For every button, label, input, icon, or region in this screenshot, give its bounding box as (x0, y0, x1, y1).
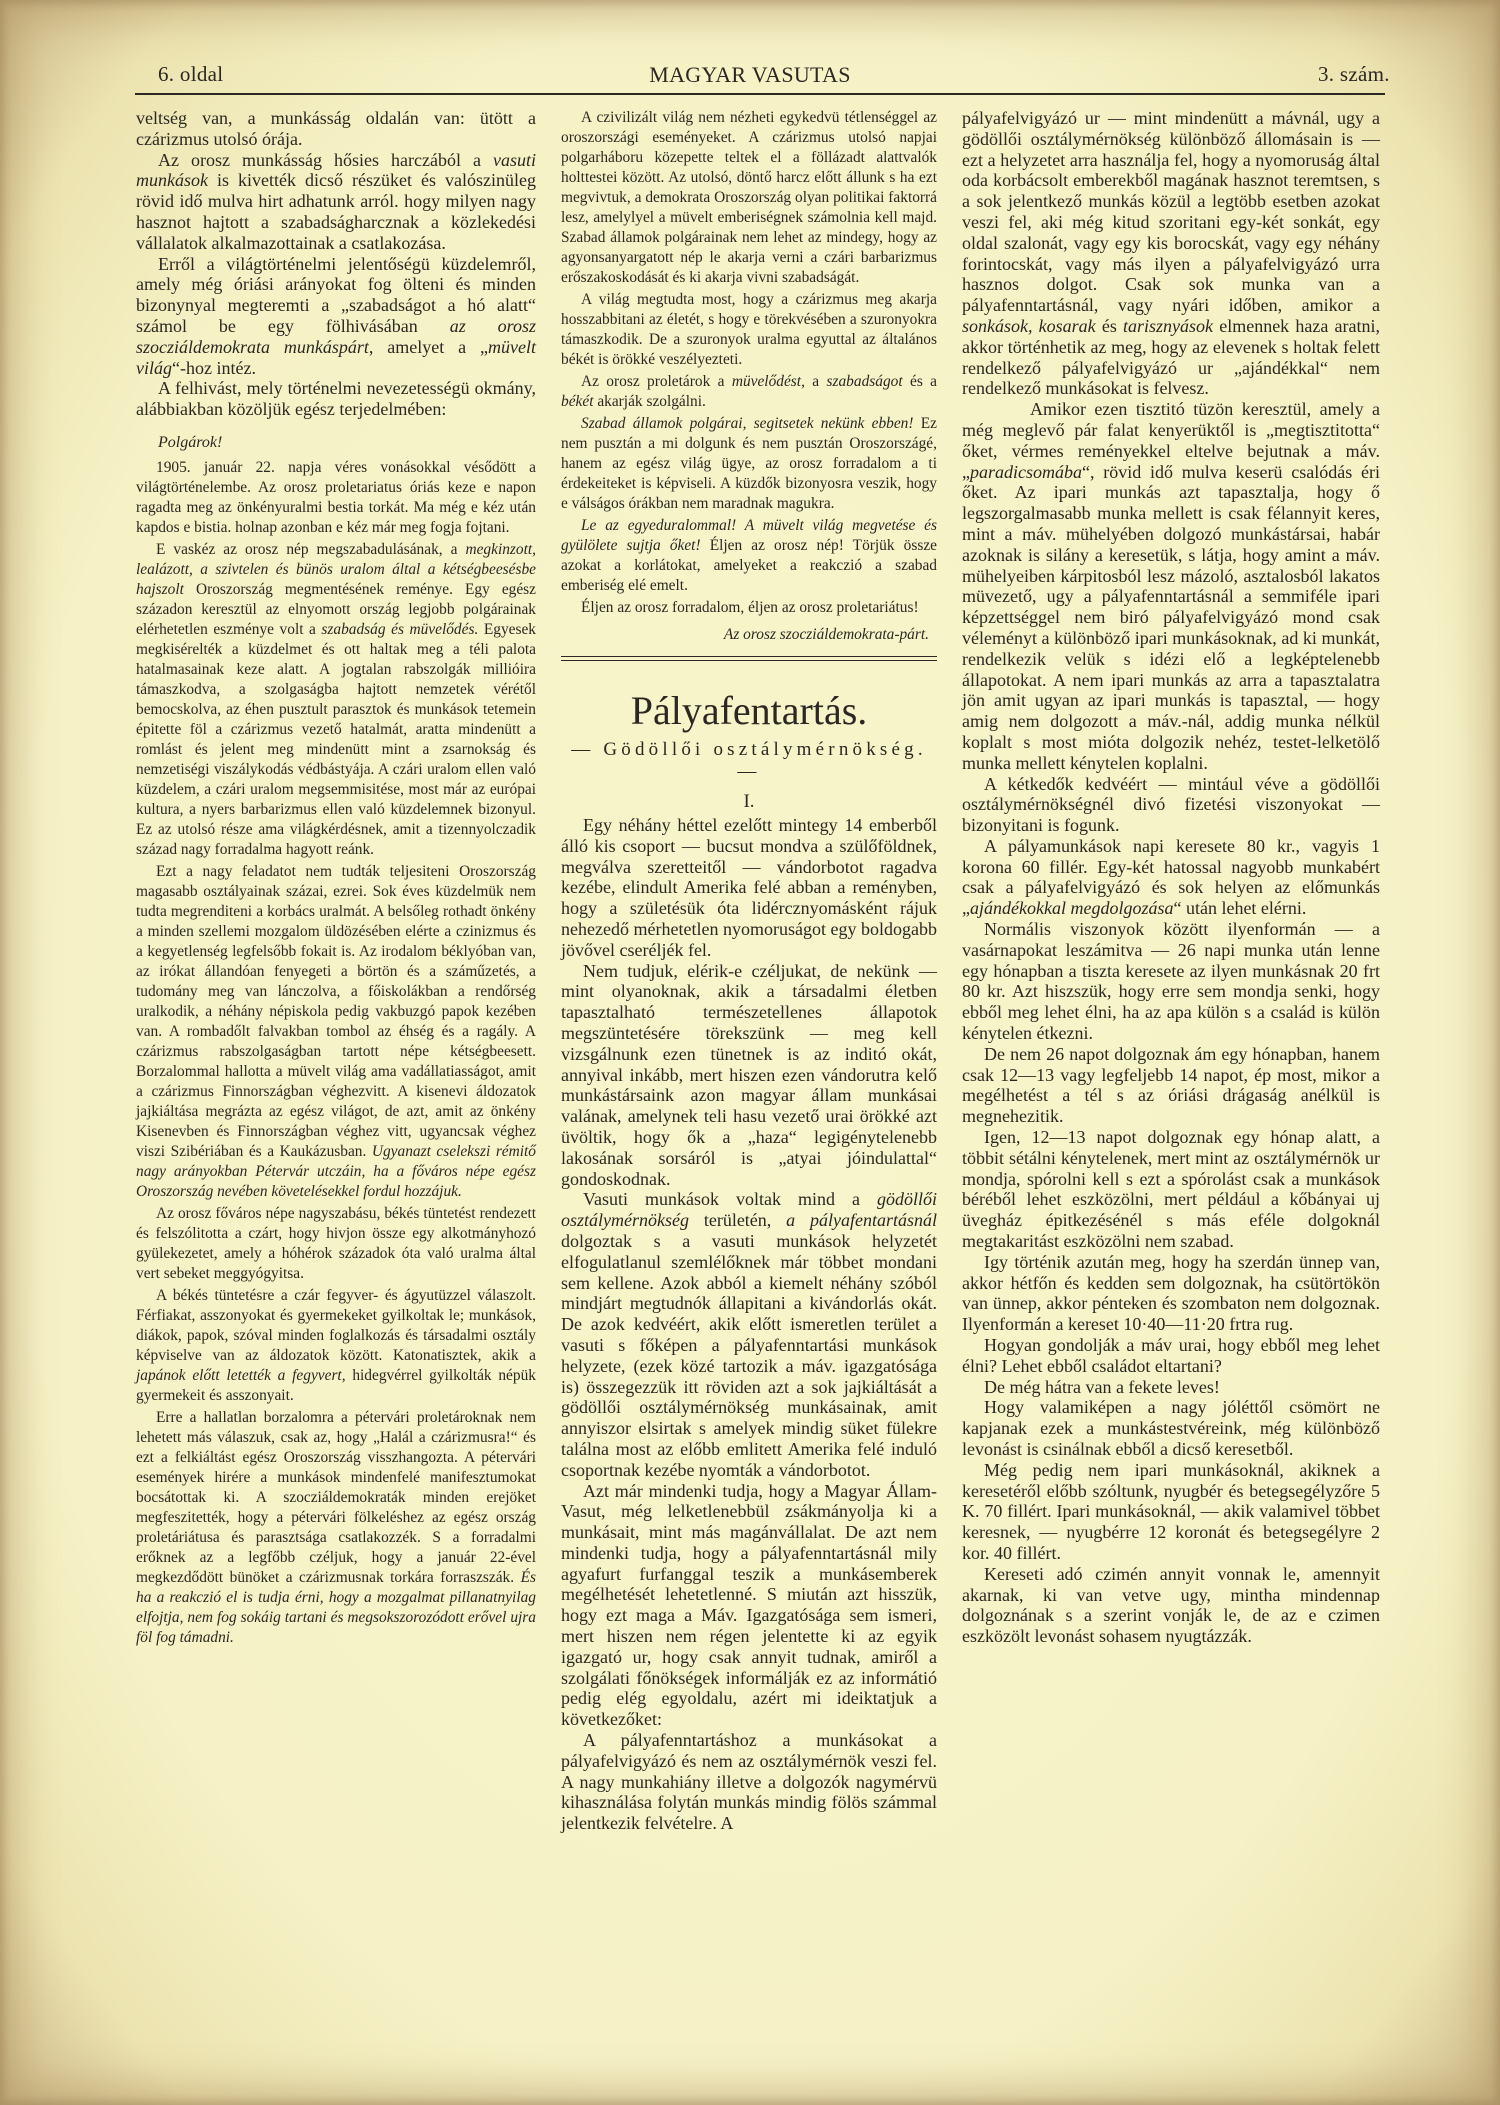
text: dolgoztak s a vasuti munkások helyzetét elfogulatlanul szemlélőknek már többet mondani sem kellene. Azok abból a kiemelt néhány szóból mindjárt megtudnók állapitani a kivándorlás okát. De azok kedvéért, akik előtt ismeretlen terület a vasuti s főképen a pályafenntartási munkások helyzete, (ezek közé tartozik a máv. igazgatósága is) összegezzük itt röviden azt a sok jajkiáltását a gödöllői osztálymérnökség munkásainak, amit annyiszor elsirtak s amelyek mindig süket fülekre találna most az előbb emlitett Amerika felé induló csoportnak kezébe nyomták a vándorbotot. (561, 1230, 937, 1480)
emphasis-text: vasuti munkások (136, 149, 536, 191)
proclamation-paragraph (561, 516, 937, 596)
paragraph (962, 1252, 1380, 1335)
text: Az orosz szocziáldemokrata-párt. (723, 626, 929, 643)
text: Még pedig nem ipari munkásoknál, akiknek a keresetéről előbb szóltunk, nyugbér és betegsegélyzőre 5 K. 70 fillért. Ipari munkásoknál, — akik valamivel többet keresnek, — nyugbérre 12 koronát és betegsegélyre 2 kor. 40 fillért. (962, 1459, 1380, 1563)
paragraph (136, 150, 536, 254)
emphasis-text: gödöllői osztálymérnökség (561, 1189, 937, 1231)
text: pályafelvigyázó ur — mint mindenütt a mávnál, ugy a gödöllői osztálymérnökség különböző állomásain is — ezt a helyzetet arra használja fel, hogy a nyomoruság által oda korbácsolt emberekből magának hasznot teremtsen, s a sok jelentkező munkás közül a legtöbb esetben azokat veszi fel, aki még kitud szoritani egy-két sonkát, egy oldal szalonát, vagy egy kis borocskát, vagy egy néhány forintocskát, vagy más ilyen a pályafelvigyázó urra hasznos dolgot. Csak sok munka van a pályafenntartásnál, vagy nyári időben, amikor a (962, 108, 1380, 316)
text: De nem 26 napot dolgoznak ám egy hónapban, hanem csak 12—13 vagy legfeljebb 14 napot, ép most, mikor a megélhetést a tél s az óriási drágaság anélkül is megnehezitik. (962, 1043, 1380, 1127)
emphasis-text: a pályafentartásnál (786, 1210, 937, 1231)
proclamation-paragraph (561, 108, 937, 288)
paragraph (561, 1189, 937, 1480)
text: Kereseti adó czimén annyit vonnak le, amennyit akarnak, ki van vetve ugy, mintha mindennap dolgoznának s a szerint vonják le, de az e czimen eszközölt levonást sohasem nyugtázzák. (962, 1563, 1380, 1647)
double-rule (561, 656, 937, 661)
text: Igy történik azután meg, hogy ha szerdán ünnep van, akkor hétfőn és kedden sem dolgoznak, ha csütörtökön van ünnep, akkor pénteken és szombaton nem dolgoznak. Ilyenformán a kereset 10·40—11·20 frtra rug. (962, 1251, 1380, 1335)
text: és (1095, 315, 1124, 336)
text: A békés tüntetésre a czár fegyver- és ágyutüzzel válaszolt. Férfiakat, asszonyokat és gyermekeket gyilkoltak le; munkások, diákok, papok, szóval minden foglalkozás és társadalmi osztály képviselve van az áldozatok között. Katonatisztek, akik a (136, 1286, 536, 1364)
paragraph (136, 254, 536, 379)
text: A czivilizált világ nem nézheti egykedvü tétlenséggel az oroszországi eseményeket. A czárizmus utolsó napjai polgarháboru közepette teltek el a föllázadt alattvalók holttestei között. Az utolsó, döntő harcz előtt állunk s ha ezt megvivtuk, a demokrata Oroszország olyan politikai faktorrá lesz, amelylyel a müvelt emberiségnek számolnia kell majd. Szabad államok polgárainak nem lehet az mindegy, hogy az agyonsanyargatott nép le akarja verni a czári barbarizmus erőszakoskodását és ki akarja vivni szabadságát. (561, 109, 937, 286)
text: Vasuti munkások voltak mind a (583, 1189, 877, 1210)
text: Amikor ezen tisztitó tüzön keresztül, amely a még meglevő pár falat kenyerüktől is „megtisztitotta“ őket, vérmes reményekkel eltelve bejutnak a máv. „ (962, 399, 1380, 482)
emphasis-text: szabadság és müvelődés. (321, 620, 479, 638)
paragraph (962, 774, 1380, 836)
text: Polgárok! (158, 433, 223, 451)
paragraph (136, 108, 536, 150)
newspaper-title: MAGYAR VASUTAS (649, 62, 851, 87)
text: Egy néhány héttel ezelőtt mintegy 14 emberből álló kis csoport — bucsut mondva a szülőföldnek, megválva szeretteitől — vándorbotot ragadva kezébe, elindult Amerika felé abban a reményben, hogy a születésük óta lidércznyomásként rájuk nehezedő mérhetetlen nyomoruságot egy boldogabb jövővel cseréljék fel. (561, 815, 937, 960)
emphasis-text: És ha a reakczió el is tudja érni, hogy a mozgalmat pillanatnyilag elfojtja, nem fog sokáig tartani és megsokszorozódott erővel ujra föl fog támadni. (136, 1568, 536, 1646)
text: — Gödöllői osztálymérnökség. — (571, 739, 927, 782)
text: A világ megtudta most, hogy a czárizmus meg akarja hosszabbitani az életét, s hogy e törekvésében a szuronyokra támaszkodik. De a szuronyok uralma egyuttal az általános békét is örökké veszélyezteti. (561, 291, 937, 368)
text: A kétkedők kedvéért — mintául véve a gödöllői osztálymérnökségnél divó fizetési viszonyokat — bizonyitani is fogunk. (962, 773, 1380, 836)
proclamation-paragraph (136, 1408, 536, 1648)
emphasis-text: Ugyanazt cselekszi rémitő nagy arányokban Pétervár utczáin, ha a főváros népe egész Oroszország nevében követelésekkel fordul hozzájuk. (136, 1142, 536, 1200)
text: Hogyan gondolják a máv urai, hogy ebből meg lehet élni? Lehet ebből családot eltartani? (962, 1335, 1380, 1376)
text: , a (801, 373, 827, 390)
text: “, rövid idő mulva keserü csalódás éri őket. Az ipari munkás azt tapasztalja, hogy ő legszorgalmasabb munka mellett is csak félannyit keres, mint a máv. mühelyében dolgozó munkástársai, habár azoknak is silány a keresetük, s látja, hogy amint a máv. mühelyeiben kárpitosból lesz mázoló, asztalosból lakatos müvezető, ugy a pályafenntartásnál a semmiféle ipari képzettséggel nem biró pályafelvigyázó mond csak véleményt a különböző ipari munkásoknak, ad ki munkát, rendelkezik velük s idézi elő a legképtelenebb állapotokat. A nem ipari munkás az arra a tapasztalatra jön amit ugyan az ipari munkás is tapasztal, — hogy amig nem dolgozott a máv.-nál, addig munka nélkül koplalt s most mióta dolgozik nehéz, testet-lelketölő munka mellett kénytelen koplalni. (962, 461, 1380, 773)
issue-number: 3. szám. (1318, 62, 1390, 86)
proclamation-paragraph (136, 1204, 536, 1284)
text: Az orosz főváros népe nagyszabásu, békés tüntetést rendezett és felszólitotta a czárt, hogy hivjon össze egy alkotmányhozó gyülekezetet, amely a hóhérok századok óta való uralma által vert sebeket meggyógyitsa. (136, 1204, 536, 1282)
emphasis-text: müvelődést (731, 373, 802, 390)
text: is kivették dicső részüket és valószinüleg rövid idő mulva hirt adhatunk arról. hogy milyen nagy hasznot hajtott a szabadságharcznak a közlekedési vállalatok alkalmazottainak a csatlakozása. (136, 170, 536, 253)
column-left (136, 108, 536, 1650)
text: “-hoz intéz. (172, 357, 256, 378)
text: Éljen az orosz forradalom, éljen az orosz proletariátus! (581, 599, 919, 616)
proclamation-paragraph (561, 598, 937, 618)
text: és a (902, 373, 938, 390)
proclamation-paragraph (136, 458, 536, 538)
proclamation-paragraph (136, 1286, 536, 1406)
text: elmennek haza aratni, akkor történhetik az meg, hogy az elevenek s holtak felett rendelkező pályafelvigyázó ur „ajándékkal“ nem rendelkező munkásokat is felvesz. (962, 315, 1380, 399)
section-number (561, 791, 937, 813)
text: Egyesek megkisérelték a küzdelmet és ott haltak meg a téli palota hatalmasainak keze alatt. A jogtalan rabszolgák millióira támaszkodva, a szolgaságba hajtott nemzetek vérétől bemocskolva, az éhen pusztult parasztok és munkások tetemein épitette föl a czárizmus vezető hatalmát, aratta mindenütt a romlást és jelent meg mindenütt mint a zsarnokság és nemzetiségi viszálykodás védbástyája. A czári uralom ellen való küzdelem, a czári uralom megsemmisitése, most már az európai kultura, a nyers barbarizmus ellen való küzdelemnek bizonyul. Ez az utolsó része ama világkérdésnek, amit a tizennyolczadik század nagy forradalma hagyott reánk. (136, 620, 536, 858)
text: területén, (688, 1210, 787, 1231)
paragraph (962, 108, 1380, 399)
emphasis-text: paradicsomába (970, 461, 1082, 482)
article-title (561, 689, 937, 733)
paragraph (561, 961, 937, 1190)
text: Oroszország megmentésének reménye. Egy egész századon keresztül az elnyomott ország legjobb polgárainak elérhetetlen eszménye volt a (136, 580, 536, 638)
emphasis-text: sonkások, kosarak (962, 315, 1096, 336)
text: Azt már mindenki tudja, hogy a Magyar Állam-Vasut, még lelketlenebbül zsákmányolja ki a munkásait, mint más magánvállalat. De azt nem mindenki tudja, hogy a pályafenntartásnál mily agyafurt furfanggal teszik a munkásemberek megélhetését lehetetlenné. S miután azt hisszük, hogy ezt maga a Máv. Igazgatósága sem ismeri, mert hiszen nem régen jelentette ki az egyik igazgató ur, hogy csak annyit tudnak, amiről a szolgálati főnökségek informálják ez az informátió pedig elég egyoldalu, azért mi ideiktatjuk a következőket: (561, 1480, 937, 1730)
text: Nem tudjuk, elérik-e czéljukat, de nekünk — mint olyanoknak, akik a társadalmi életben tapasztalható természetellenes állapotok megszüntetésére törekszünk — meg kell vizsgálnunk ezen tünetnek is az inditó okát, annyival inkább, mert hiszen ezen vándorutra kelő munkástársaink azon magyar állam munkásai valának, amelynek teli hasu vezető urai örökké azt üvöltik, hogy ők a „haza“ legigénytelenebb lakosának sorsáról is „atyai jóindulattal“ gondoskodnak. (561, 960, 937, 1189)
paragraph (136, 378, 536, 420)
text: E vaskéz az orosz nép megszabadulásának, a (156, 540, 466, 558)
emphasis-text: megkinzott, lealázott, a szivtelen és bünös uralom által a kétségbeesésbe hajszolt (136, 540, 536, 598)
proclamation-paragraph (136, 540, 536, 860)
paragraph (962, 1564, 1380, 1647)
signature (561, 626, 929, 644)
text: A pályamunkások napi keresete 80 kr., vagyis 1 korona 60 fillér. Egy-két hatossal nagyobb munkabért csak a pályafelvigyázó és sok helyen az előmunkás „ (962, 835, 1380, 919)
emphasis-text: Szabad államok polgárai, segitsetek nekünk ebben! (581, 415, 914, 432)
text: “ után lehet elérni. (1173, 898, 1307, 919)
text: hidegvérrel gyilkolták népük gyermekeit és asszonyait. (136, 1366, 536, 1404)
page-number: 6. oldal (158, 62, 224, 86)
article-subtitle (561, 739, 937, 783)
text: veltség van, a munkásság oldalán van: ütött a czárizmus utolsó órája. (136, 108, 536, 149)
emphasis-text: müvelt világ (136, 336, 536, 378)
paragraph (561, 1481, 937, 1731)
emphasis-text: tarisznyások (1123, 315, 1214, 336)
salutation (136, 434, 536, 452)
column-right (962, 108, 1380, 1647)
text: Az orosz proletárok a (581, 373, 732, 390)
emphasis-text: japánok előtt letették a fegyvert, (136, 1366, 346, 1384)
proclamation-paragraph (561, 414, 937, 514)
text: A felhivást, mely történelmi nevezetességü okmány, alábbiakban közöljük egész terjedelmében: (136, 378, 536, 420)
text: 1905. január 22. napja véres vonásokkal vésődött a világtörténelembe. Az orosz proletariatus óriás keze e napon ragadta meg az önkényuralmi bestia torkát. Ma még e kéz után kapdos e bistia. holnap azonban e kéz már meg fogja fojtani. (136, 458, 536, 536)
emphasis-text: békét (561, 393, 594, 410)
text: Ez nem pusztán a mi dolgunk és nem pusztán Oroszországé, hanem az egész világ ügye, az orosz forradalom a ti érdekeiteket is képviseli. A küzdők bizonyosra veszik, hogy e válságos órákban nem maradnak magukra. (561, 415, 937, 512)
paragraph (962, 1335, 1380, 1377)
paragraph (561, 815, 937, 961)
column-middle (561, 108, 937, 1834)
text: akarják szolgálni. (593, 393, 706, 410)
text: De még hátra van a fekete leves! (984, 1376, 1220, 1397)
text: Hogy valamiképen a nagy jóléttől csömört ne kapjanak ezek a munkástestvéreink, még különböző levonást is csinálnak ebből a dicső keresetből. (962, 1397, 1380, 1459)
header-rule (135, 93, 1385, 95)
paragraph (962, 1460, 1380, 1564)
paragraph (962, 1397, 1380, 1459)
proclamation-paragraph (561, 372, 937, 412)
proclamation-paragraph (136, 862, 536, 1202)
text: Ezt a nagy feladatot nem tudták teljesiteni Oroszország magasabb osztályainak százai, ezrei. Sok éves küzdelmük nem tudta megrenditeni a korbács uralmát. A belsőleg rothadt önkény a minden szellemi mozgalom üldözésében elérte a czinizmus és a kegyetlenség legfelsőbb fokait is. Az irodalom béklyóban van, az irókat állandóan fenyegeti a börtön és a száműzetés, a tudomány meg van lánczolva, a főiskolákban a rendőrség uralkodik, a néhány népiskola pedig vakbuzgó papok kezében van. A rombadőlt falvakban tombol az éhség és a ragály. A czárizmus rabszolgaságban tartott népe kétségbeesett. Borzalommal hallotta a müvelt világ ama vadállatiasságot, amit a czárizmus Finnországban véghezvitt. A kisenevi áldozatok jajkiáltása megrázta az egész világot, de azt, amit az önkény Kisenevben és Finnországban véghez vitt, ugyancsak véghez viszi Szibériában és a Kaukázusban. (136, 862, 536, 1160)
text: Az orosz munkásság hősies harczából a (158, 149, 493, 170)
paragraph (561, 1730, 937, 1834)
text: Normális viszonyok között ilyenformán — a vasárnapokat leszámitva — 26 napi munka után lenne egy hónapban a tiszta keresete az ilyen munkásnak 20 frt 80 kr. Azt hiszszük, hogy erre sem mondja senki, hogy ebből meg lehet élni, ha az apa külön s a család is külön kénytelen étkezni. (962, 919, 1380, 1044)
paragraph (962, 919, 1380, 1044)
text: Erről a világtörténelmi jelentőségü küzdelemről, amely még óriási arányokat fog ölteni és minden bizonynyal megteremti a „szabadságot a hó alatt“ számol be egy fölhivásában (136, 253, 536, 336)
text: , amelyet a „ (368, 336, 489, 357)
emphasis-text: Le az egyeduralommal! A müvelt világ megvetése és gyülölete sujtja őket! (561, 517, 937, 554)
text: Erre a hallatlan borzalomra a pétervári proletároknak nem lehetett más válaszuk, csak az, hogy „Halál a czárizmusra!“ és ezt a felkiáltást egész Oroszország visszhangozta. A pétervári események hirére a munkások mindenfelé manifesztumokat bocsátottak ki. A szocziáldemokraták minden erejöket megfeszitették, hogy a pétervári fölkeléshez az egész ország proletáriátusa és parasztsága csatlakozzék. S a forradalmi erőknek az a legfőbb czéljuk, hogy a január 22-ével megkezdődött bünöket a czárizmusnak torkára forraszszák. (136, 1408, 536, 1586)
text: A pályafenntartáshoz a munkásokat a pályafelvigyázó és nem az osztálymérnök veszi fel. A nagy munkahiány illetve a dolgozók nagymérvü kihasználása folytán munkás mindig fölös számmal jelentkezik felvételre. A (561, 1730, 937, 1834)
text: Igen, 12—13 napot dolgoznak egy hónap alatt, a többit sétálni kénytelenek, mert mint az osztálymérnök ur mondja, spórolni kell s ezt a spórolást csak a munkások béréből lehet eszközölni, mert például a kőbányai uj üvegház épitkezésénél s más eféle dolgoknál megtakaritást eszközölni nem szabad. (962, 1127, 1380, 1252)
emphasis-text: ajándékokkal megdolgozása (970, 898, 1174, 919)
paragraph (962, 399, 1380, 773)
emphasis-text: az orosz szocziáldemokrata munkáspárt (136, 315, 536, 357)
paragraph (962, 1127, 1380, 1252)
text: Éljen az orosz nép! Törjük össze azokat a korlátokat, amelyeket a reakczió a szabad emberiség elé emelt. (561, 537, 937, 594)
text: I. (743, 791, 755, 812)
paragraph (962, 836, 1380, 919)
paragraph (962, 1377, 1380, 1398)
proclamation-paragraph (561, 290, 937, 370)
emphasis-text: szabadságot (826, 373, 903, 390)
text: Pályafentartás. (630, 688, 868, 733)
paragraph (962, 1044, 1380, 1127)
